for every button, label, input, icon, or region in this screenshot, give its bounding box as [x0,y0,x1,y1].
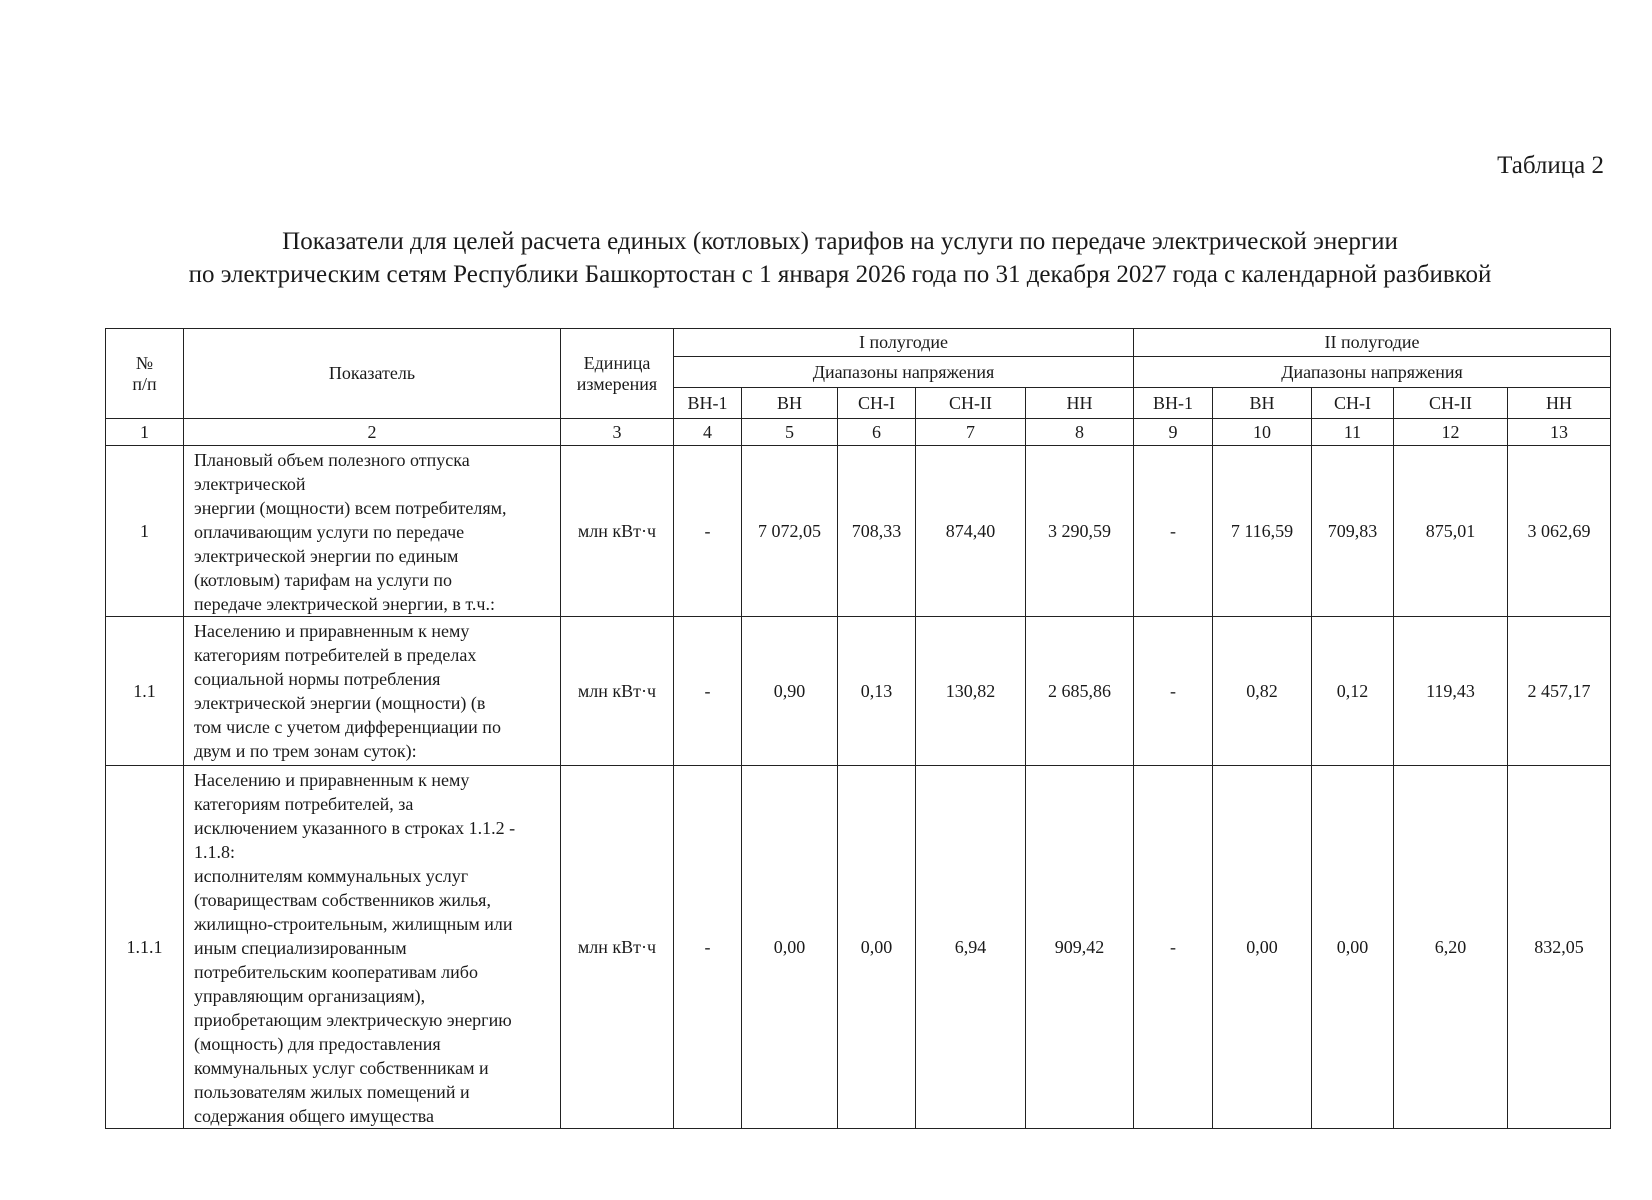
column-number: 1 [106,419,184,446]
header-voltage-col: ВН [742,388,838,419]
indicator-line: Населению и приравненным к нему [194,621,470,641]
value-cell: 6,20 [1394,766,1508,1129]
value-cell: 0,13 [838,617,916,766]
row-indicator [184,617,561,766]
table-row [106,766,1611,1129]
header-voltage-ranges-2: Диапазоны напряжения [1134,357,1611,388]
row-unit: млн кВт·ч [561,617,674,766]
value-cell: 119,43 [1394,617,1508,766]
tariff-indicators-table [105,328,1611,1129]
indicator-line: коммунальных услуг собственникам и [194,1058,489,1078]
indicator-line: электрической [194,474,306,494]
indicator-line: категориям потребителей, за [194,794,414,814]
row-indicator [184,766,561,1129]
row-unit: млн кВт·ч [561,766,674,1129]
header-unit-line-1: Единица [583,352,651,373]
header-half-2: II полугодие [1134,329,1611,357]
row-number: 1.1.1 [106,766,184,1129]
column-number: 13 [1508,419,1611,446]
header-number [106,329,184,419]
value-cell: 2 685,86 [1026,617,1134,766]
indicator-line: Населению и приравненным к нему [194,770,470,790]
indicator-line: категориям потребителей в пределах [194,645,477,665]
value-cell: 7 072,05 [742,446,838,617]
value-cell: 832,05 [1508,766,1611,1129]
column-number: 3 [561,419,674,446]
indicator-line: исключением указанного в строках 1.1.2 - [194,818,516,838]
value-cell: - [1134,766,1213,1129]
column-number: 12 [1394,419,1508,446]
indicator-line: (котловым) тарифам на услуги по [194,570,452,590]
value-cell: 0,12 [1312,617,1394,766]
header-voltage-col: ВН-1 [1134,388,1213,419]
value-cell: 0,90 [742,617,838,766]
header-voltage-col: ВН [1213,388,1312,419]
value-cell: 7 116,59 [1213,446,1312,617]
indicator-line: пользователям жилых помещений и [194,1082,470,1102]
table-row [106,446,1611,617]
value-cell: 874,40 [916,446,1026,617]
table-label: Таблица 2 [1497,152,1604,179]
row-unit: млн кВт·ч [561,446,674,617]
indicator-line: (мощность) для предоставления [194,1034,441,1054]
header-unit-line-2: измерения [576,373,658,394]
indicator-line: потребительским кооперативам либо [194,962,478,982]
header-number-line-1: № [135,352,154,373]
column-number: 10 [1213,419,1312,446]
indicator-line: социальной нормы потребления [194,669,441,689]
title-line-1: Показатели для целей расчета единых (котловых) тарифов на услуги по передаче электрической энергии [282,228,1398,255]
header-voltage-col: СН-II [916,388,1026,419]
column-number: 8 [1026,419,1134,446]
header-voltage-col: СН-I [838,388,916,419]
column-number: 2 [184,419,561,446]
column-number: 7 [916,419,1026,446]
value-cell: 0,82 [1213,617,1312,766]
header-half-1: I полугодие [674,329,1134,357]
indicator-line: электрической энергии (мощности) (в [194,693,486,713]
header-voltage-col: СН-II [1394,388,1508,419]
indicator-line: оплачивающим услуги по передаче [194,522,465,542]
column-number: 9 [1134,419,1213,446]
indicator-line: электрической энергии по единым [194,546,459,566]
value-cell: 6,94 [916,766,1026,1129]
column-number: 4 [674,419,742,446]
indicator-line: (товариществам собственников жилья, [194,890,491,910]
indicator-line: передаче электрической энергии, в т.ч.: [194,594,495,614]
header-row-column-numbers [106,419,1611,446]
value-cell: - [674,446,742,617]
value-cell: 3 062,69 [1508,446,1611,617]
header-number-line-2: п/п [132,373,157,394]
header-indicator: Показатель [184,329,561,419]
value-cell: - [1134,617,1213,766]
document-title [60,225,1620,291]
indicator-line: 1.1.8: [194,842,236,862]
value-cell: 0,00 [742,766,838,1129]
value-cell: 0,00 [1213,766,1312,1129]
value-cell: 875,01 [1394,446,1508,617]
value-cell: 130,82 [916,617,1026,766]
value-cell: 709,83 [1312,446,1394,617]
header-unit [561,329,674,419]
value-cell: 2 457,17 [1508,617,1611,766]
indicator-line: Плановый объем полезного отпуска [194,450,470,470]
value-cell: 708,33 [838,446,916,617]
column-number: 6 [838,419,916,446]
value-cell: 0,00 [1312,766,1394,1129]
header-voltage-col: НН [1508,388,1611,419]
value-cell: 3 290,59 [1026,446,1134,617]
value-cell: 0,00 [838,766,916,1129]
row-indicator [184,446,561,617]
row-number: 1 [106,446,184,617]
header-row-halves [106,329,1611,357]
indicator-line: двум и по трем зонам суток): [194,741,417,761]
value-cell: - [1134,446,1213,617]
indicator-line: приобретающим электрическую энергию [194,1010,512,1030]
column-number: 11 [1312,419,1394,446]
header-voltage-ranges-1: Диапазоны напряжения [674,357,1134,388]
indicator-line: исполнителям коммунальных услуг [194,866,469,886]
title-line-2: по электрическим сетям Республики Башкортостан с 1 января 2026 года по 31 декабря 2027 года с календарной разбивкой [188,261,1492,288]
indicator-line: содержания общего имущества [194,1106,434,1126]
value-cell: - [674,766,742,1129]
value-cell: - [674,617,742,766]
column-number: 5 [742,419,838,446]
indicator-line: энергии (мощности) всем потребителям, [194,498,507,518]
indicator-line: том числе с учетом дифференциации по [194,717,501,737]
indicator-line: жилищно-строительным, жилищным или [194,914,513,934]
header-voltage-col: ВН-1 [674,388,742,419]
indicator-line: иным специализированным [194,938,407,958]
header-voltage-col: СН-I [1312,388,1394,419]
header-voltage-col: НН [1026,388,1134,419]
indicator-line: управляющим организациям), [194,986,426,1006]
value-cell: 909,42 [1026,766,1134,1129]
table-row [106,617,1611,766]
row-number: 1.1 [106,617,184,766]
